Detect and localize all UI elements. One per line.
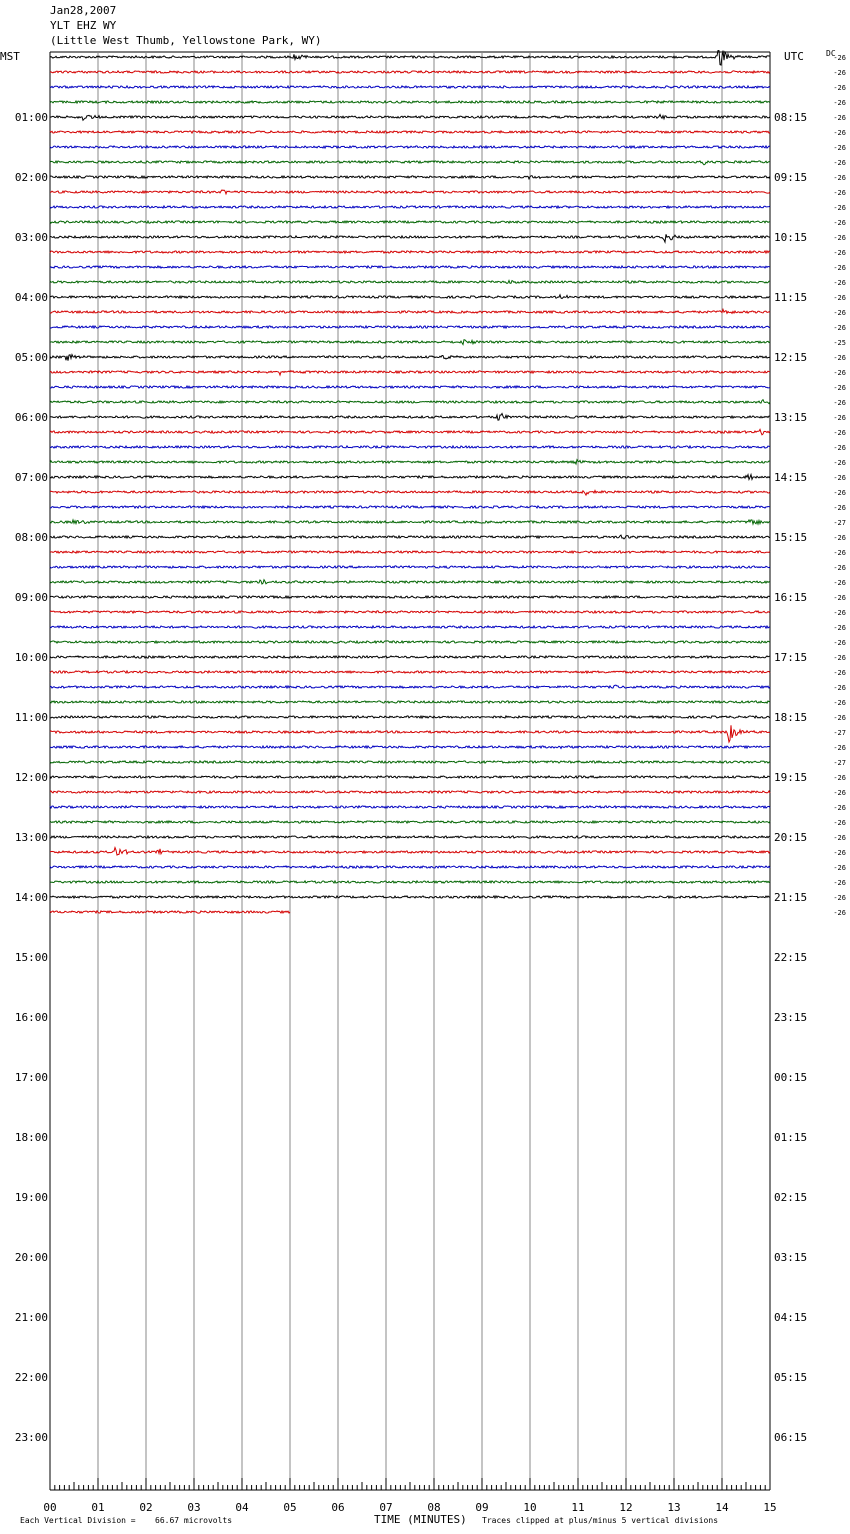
x-tick-label: 00 bbox=[43, 1501, 57, 1514]
x-tick-label: 13 bbox=[667, 1501, 681, 1514]
mst-hour-label: 20:00 bbox=[14, 1251, 48, 1264]
seismic-trace bbox=[50, 596, 770, 598]
seismic-trace bbox=[50, 340, 770, 345]
seismic-trace bbox=[50, 566, 770, 568]
seismic-trace bbox=[50, 206, 770, 208]
utc-hour-label: 13:15 bbox=[774, 411, 808, 424]
seismic-trace bbox=[50, 866, 770, 868]
utc-hour-label: 23:15 bbox=[774, 1011, 808, 1024]
vertical-division-label: Each Vertical Division = bbox=[20, 1516, 136, 1525]
x-tick-label: 03 bbox=[187, 1501, 201, 1514]
mst-hour-label: 09:00 bbox=[14, 591, 48, 604]
dc-offset-label: -26 bbox=[833, 684, 846, 692]
dc-offset-label: -26 bbox=[833, 894, 846, 902]
location-label: (Little West Thumb, Yellowstone Park, WY) bbox=[50, 34, 322, 47]
dc-offset-label: -27 bbox=[833, 759, 846, 767]
seismic-trace bbox=[50, 836, 770, 838]
seismic-trace bbox=[50, 221, 770, 223]
dc-offset-label: -27 bbox=[833, 729, 846, 737]
dc-offset-label: -26 bbox=[833, 444, 846, 452]
dc-offset-label: -26 bbox=[833, 669, 846, 677]
dc-offset-label: -26 bbox=[833, 399, 846, 407]
x-tick-label: 15 bbox=[763, 1501, 777, 1514]
utc-hour-label: 05:15 bbox=[774, 1371, 808, 1384]
x-tick-label: 08 bbox=[427, 1501, 441, 1514]
utc-hour-label: 17:15 bbox=[774, 651, 808, 664]
seismic-trace bbox=[50, 251, 770, 253]
seismic-trace bbox=[50, 51, 770, 66]
mst-hour-label: 12:00 bbox=[14, 771, 48, 784]
seismic-trace bbox=[50, 580, 770, 584]
dc-offset-label: -26 bbox=[833, 714, 846, 722]
mst-hour-label: 14:00 bbox=[14, 891, 48, 904]
seismic-trace bbox=[50, 551, 770, 553]
mst-hour-label: 08:00 bbox=[14, 531, 48, 544]
seismic-trace bbox=[50, 626, 770, 628]
dc-offset-label: -26 bbox=[833, 699, 846, 707]
dc-offset-label: -26 bbox=[833, 414, 846, 422]
seismic-trace bbox=[50, 475, 770, 480]
x-tick-label: 04 bbox=[235, 1501, 249, 1514]
seismic-trace bbox=[50, 176, 770, 179]
utc-hour-label: 03:15 bbox=[774, 1251, 808, 1264]
utc-hour-label: 11:15 bbox=[774, 291, 808, 304]
dc-offset-label: -26 bbox=[833, 129, 846, 137]
mst-hour-label: 19:00 bbox=[14, 1191, 48, 1204]
seismic-trace bbox=[50, 535, 770, 539]
seismic-trace bbox=[50, 190, 770, 194]
seismic-trace bbox=[50, 400, 770, 404]
dc-offset-label: -26 bbox=[833, 189, 846, 197]
seismic-trace bbox=[50, 806, 770, 808]
dc-offset-label: -26 bbox=[833, 789, 846, 797]
mst-hour-label: 11:00 bbox=[14, 711, 48, 724]
mst-hour-label: 02:00 bbox=[14, 171, 48, 184]
seismic-trace bbox=[50, 295, 770, 299]
seismic-trace bbox=[50, 716, 770, 718]
dc-offset-label: -26 bbox=[833, 369, 846, 377]
dc-offset-label: -26 bbox=[833, 609, 846, 617]
x-tick-label: 06 bbox=[331, 1501, 345, 1514]
utc-hour-label: 10:15 bbox=[774, 231, 808, 244]
x-tick-label: 12 bbox=[619, 1501, 633, 1514]
dc-offset-label: -26 bbox=[833, 579, 846, 587]
seismic-trace bbox=[50, 146, 770, 148]
seismic-trace bbox=[50, 429, 770, 434]
seismic-trace bbox=[50, 656, 770, 658]
dc-offset-label: -26 bbox=[833, 879, 846, 887]
dc-offset-label: -26 bbox=[833, 84, 846, 92]
utc-hour-label: 08:15 bbox=[774, 111, 808, 124]
dc-offset-label: -26 bbox=[833, 234, 846, 242]
dc-offset-label: -26 bbox=[833, 219, 846, 227]
x-tick-label: 02 bbox=[139, 1501, 153, 1514]
seismic-trace bbox=[50, 848, 770, 855]
dc-offset-label: -26 bbox=[833, 459, 846, 467]
seismic-trace bbox=[50, 725, 770, 742]
seismic-trace bbox=[50, 161, 770, 165]
mst-axis-label: MST bbox=[0, 50, 20, 63]
mst-hour-label: 04:00 bbox=[14, 291, 48, 304]
utc-hour-label: 21:15 bbox=[774, 891, 808, 904]
dc-offset-label: -26 bbox=[833, 639, 846, 647]
dc-offset-label: -26 bbox=[833, 429, 846, 437]
mst-hour-label: 21:00 bbox=[14, 1311, 48, 1324]
seismic-trace bbox=[50, 761, 770, 763]
dc-offset-label: -26 bbox=[833, 744, 846, 752]
dc-offset-label: -26 bbox=[833, 594, 846, 602]
utc-hour-label: 02:15 bbox=[774, 1191, 808, 1204]
seismic-trace bbox=[50, 115, 770, 121]
seismic-trace bbox=[50, 355, 770, 361]
seismic-trace bbox=[50, 101, 770, 103]
mst-hour-label: 23:00 bbox=[14, 1431, 48, 1444]
seismic-trace bbox=[50, 671, 770, 673]
seismic-trace bbox=[50, 821, 770, 823]
dc-offset-label: -26 bbox=[833, 294, 846, 302]
dc-offset-label: -26 bbox=[833, 69, 846, 77]
seismic-trace bbox=[50, 896, 770, 898]
x-tick-label: 10 bbox=[523, 1501, 537, 1514]
seismic-trace bbox=[50, 371, 770, 375]
dc-offset-label: -26 bbox=[833, 534, 846, 542]
seismic-trace bbox=[50, 446, 770, 448]
dc-offset-label: -26 bbox=[833, 864, 846, 872]
dc-offset-label: -26 bbox=[833, 774, 846, 782]
seismic-trace bbox=[50, 281, 770, 284]
mst-hour-label: 05:00 bbox=[14, 351, 48, 364]
x-axis-title: TIME (MINUTES) bbox=[374, 1513, 467, 1526]
seismic-trace bbox=[50, 506, 770, 508]
dc-offset-label: -26 bbox=[833, 54, 846, 62]
seismic-trace bbox=[50, 746, 770, 749]
dc-offset-label: -26 bbox=[833, 279, 846, 287]
seismic-trace bbox=[50, 386, 770, 388]
dc-offset-label: -26 bbox=[833, 909, 846, 917]
dc-offset-label: -26 bbox=[833, 564, 846, 572]
dc-offset-label: -26 bbox=[833, 474, 846, 482]
x-tick-label: 14 bbox=[715, 1501, 729, 1514]
mst-hour-label: 16:00 bbox=[14, 1011, 48, 1024]
dc-offset-label: -26 bbox=[833, 324, 846, 332]
x-tick-label: 05 bbox=[283, 1501, 297, 1514]
seismic-trace bbox=[50, 776, 770, 778]
dc-offset-label: -26 bbox=[833, 354, 846, 362]
dc-offset-label: -26 bbox=[833, 309, 846, 317]
dc-offset-label: -26 bbox=[833, 624, 846, 632]
seismic-trace bbox=[50, 911, 290, 913]
microvolts-label: 66.67 microvolts bbox=[155, 1516, 233, 1525]
dc-offset-label: -26 bbox=[833, 819, 846, 827]
clip-note: Traces clipped at plus/minus 5 vertical divisions bbox=[482, 1516, 719, 1525]
mst-hour-label: 15:00 bbox=[14, 951, 48, 964]
utc-axis-label: UTC bbox=[784, 50, 804, 63]
seismic-trace bbox=[50, 234, 770, 242]
mst-hour-label: 03:00 bbox=[14, 231, 48, 244]
seismic-trace bbox=[50, 131, 770, 133]
utc-hour-label: 19:15 bbox=[774, 771, 808, 784]
seismic-trace bbox=[50, 701, 770, 703]
seismic-trace bbox=[50, 414, 770, 421]
seismic-trace bbox=[50, 460, 770, 464]
x-tick-label: 09 bbox=[475, 1501, 489, 1514]
dc-offset-label: -26 bbox=[833, 174, 846, 182]
seismic-trace bbox=[50, 86, 770, 88]
dc-offset-label: -26 bbox=[833, 159, 846, 167]
utc-hour-label: 00:15 bbox=[774, 1071, 808, 1084]
dc-offset-label: -26 bbox=[833, 99, 846, 107]
dc-offset-label: -26 bbox=[833, 204, 846, 212]
dc-offset-label: -26 bbox=[833, 264, 846, 272]
mst-hour-label: 07:00 bbox=[14, 471, 48, 484]
dc-label: DC bbox=[826, 49, 836, 58]
utc-hour-label: 14:15 bbox=[774, 471, 808, 484]
date-label: Jan28,2007 bbox=[50, 4, 117, 17]
seismic-trace bbox=[50, 611, 770, 613]
mst-hour-label: 22:00 bbox=[14, 1371, 48, 1384]
seismic-trace bbox=[50, 71, 770, 73]
seismic-trace bbox=[50, 685, 770, 688]
dc-offset-label: -26 bbox=[833, 249, 846, 257]
dc-offset-label: -25 bbox=[833, 339, 846, 347]
dc-offset-label: -26 bbox=[833, 384, 846, 392]
dc-offset-label: -26 bbox=[833, 849, 846, 857]
x-tick-label: 07 bbox=[379, 1501, 393, 1514]
x-tick-label: 01 bbox=[91, 1501, 105, 1514]
dc-offset-label: -26 bbox=[833, 834, 846, 842]
seismic-trace bbox=[50, 266, 770, 268]
seismic-trace bbox=[50, 309, 770, 313]
seismic-trace bbox=[50, 641, 770, 643]
utc-hour-label: 12:15 bbox=[774, 351, 808, 364]
seismic-trace bbox=[50, 491, 770, 496]
dc-offset-label: -26 bbox=[833, 144, 846, 152]
dc-offset-label: -26 bbox=[833, 654, 846, 662]
mst-hour-label: 13:00 bbox=[14, 831, 48, 844]
x-tick-label: 11 bbox=[571, 1501, 585, 1514]
mst-hour-label: 17:00 bbox=[14, 1071, 48, 1084]
utc-hour-label: 06:15 bbox=[774, 1431, 808, 1444]
dc-offset-label: -26 bbox=[833, 489, 846, 497]
utc-hour-label: 22:15 bbox=[774, 951, 808, 964]
utc-hour-label: 18:15 bbox=[774, 711, 808, 724]
seismic-trace bbox=[50, 326, 770, 328]
utc-hour-label: 01:15 bbox=[774, 1131, 808, 1144]
dc-offset-label: -26 bbox=[833, 804, 846, 812]
mst-hour-label: 10:00 bbox=[14, 651, 48, 664]
station-label: YLT EHZ WY bbox=[50, 19, 117, 32]
mst-hour-label: 06:00 bbox=[14, 411, 48, 424]
utc-hour-label: 15:15 bbox=[774, 531, 808, 544]
mst-hour-label: 01:00 bbox=[14, 111, 48, 124]
dc-offset-label: -27 bbox=[833, 519, 846, 527]
utc-hour-label: 09:15 bbox=[774, 171, 808, 184]
dc-offset-label: -26 bbox=[833, 114, 846, 122]
seismic-trace bbox=[50, 791, 770, 793]
utc-hour-label: 16:15 bbox=[774, 591, 808, 604]
seismic-trace bbox=[50, 520, 770, 524]
dc-offset-label: -26 bbox=[833, 549, 846, 557]
mst-hour-label: 18:00 bbox=[14, 1131, 48, 1144]
seismic-trace bbox=[50, 881, 770, 883]
utc-hour-label: 04:15 bbox=[774, 1311, 808, 1324]
utc-hour-label: 20:15 bbox=[774, 831, 808, 844]
dc-offset-label: -26 bbox=[833, 504, 846, 512]
